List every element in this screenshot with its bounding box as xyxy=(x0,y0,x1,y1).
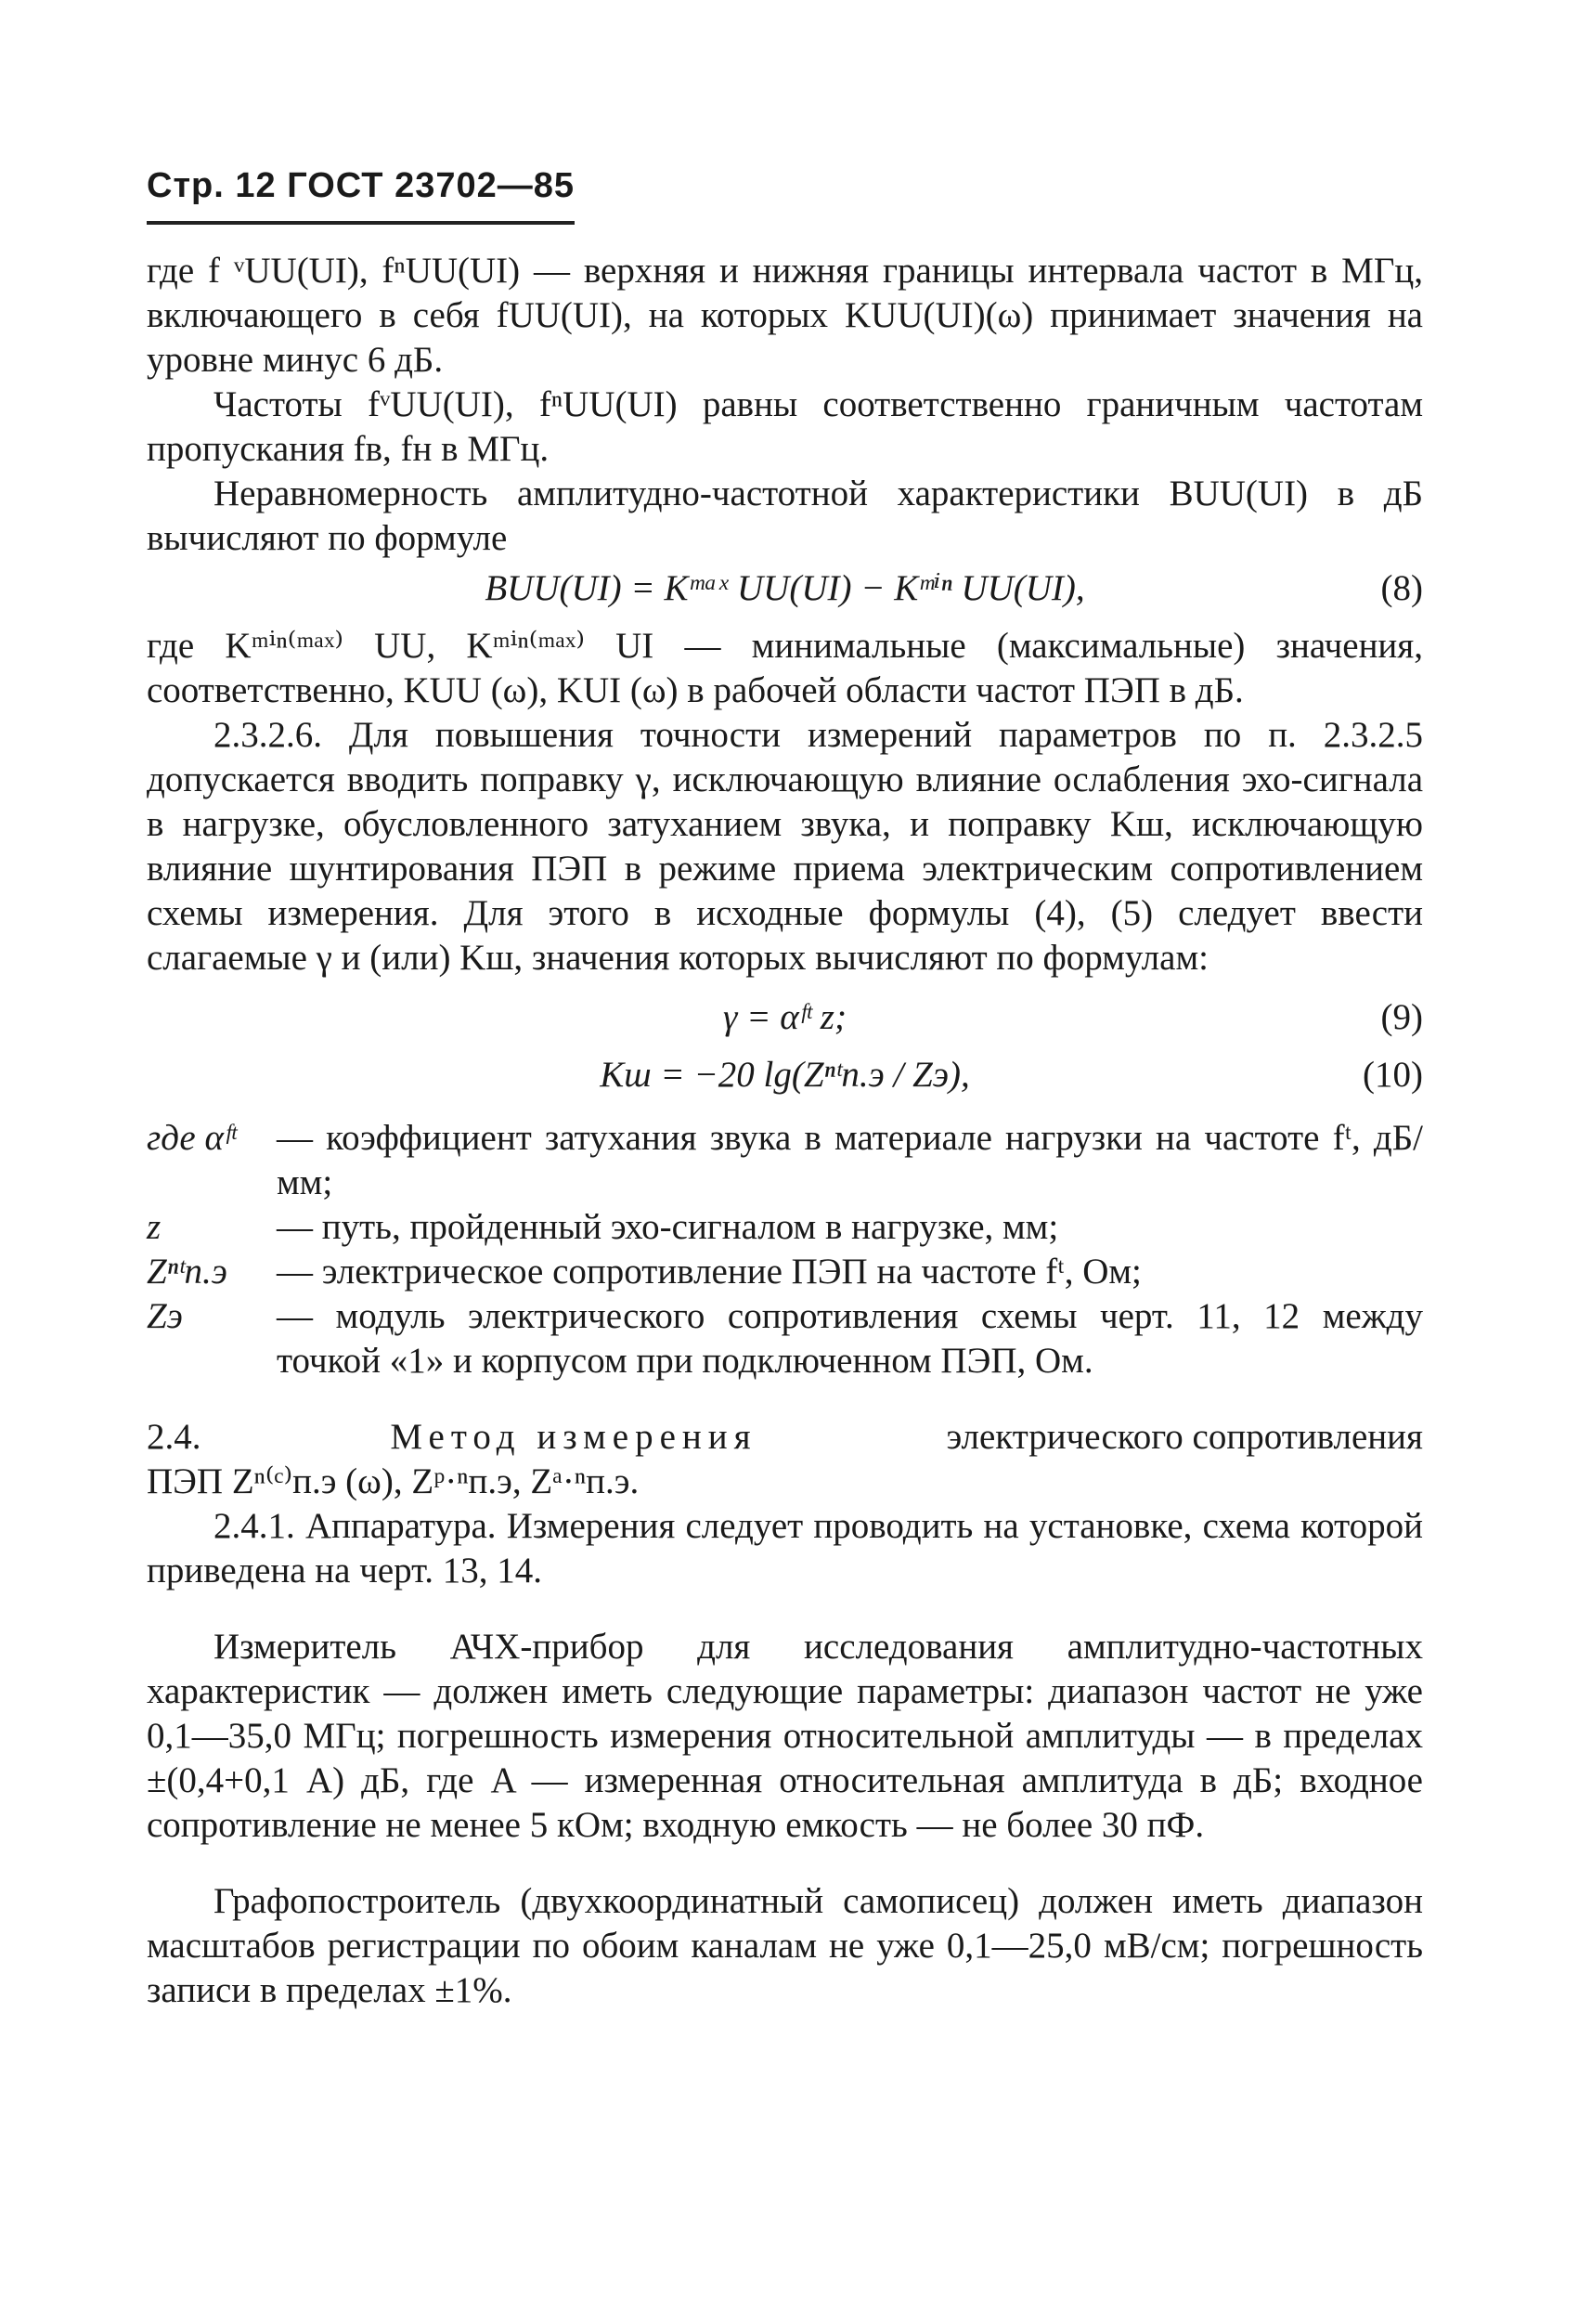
formula-8 xyxy=(147,566,1423,618)
legend-definition: — электрическое сопротивление ПЭП на частоте fᵗ, Ом; xyxy=(277,1252,1142,1292)
section-title-rest: электрического сопротивления xyxy=(946,1417,1423,1457)
paragraph-where-f: где f ᵛUU(UI), fⁿUU(UI) — верхняя и нижняя границы интервала частот в МГц, включающего в себя fUU(UI), на которых KUU(UI)(ω) принимает значения на уровне минус 6 дБ. xyxy=(147,251,1423,380)
legend-symbol: где αᶠᵗ xyxy=(147,1118,237,1158)
legend-definition: — коэффициент затухания звука в материале нагрузки на частоте fᵗ, дБ/мм; xyxy=(277,1118,1423,1202)
paragraph-2-3-2-6: 2.3.2.6. Для повышения точности измерений параметров по п. 2.3.2.5 допускается вводить поправку γ, исключающую влияние ослабления эхо-сигнала в нагрузке, обусловленного затуханием звука, и поправку Kш, исключающую влияние шунтирования ПЭП в режиме приема электрическим сопротивлением схемы измерения. Для этого в исходные формулы (4), (5) следует ввести слагаемые γ и (или) Kш, значения которых вычисляют по формулам: xyxy=(147,715,1423,978)
legend-symbol: Zэ xyxy=(147,1296,183,1336)
section-title-line2: ПЭП Zⁿ⁽ᶜ⁾п.э (ω), Zᵖ·ⁿп.э, Zᵃ·ⁿп.э. xyxy=(147,1461,640,1501)
paragraph-plotter: Графопостроитель (двухкоординатный самописец) должен иметь диапазон масштабов регистрации по обоим каналам не уже 0,1—25,0 мВ/см; погрешность записи в пределах ±1%. xyxy=(147,1881,1423,2010)
legend-definition: — модуль электрического сопротивления схемы черт. 11, 12 между точкой «1» и корпусом при подключенном ПЭП, Ом. xyxy=(277,1296,1423,1381)
legend-definition: — путь, пройденный эхо-сигналом в нагрузке, мм; xyxy=(277,1207,1059,1247)
intro-paragraph xyxy=(147,249,1423,383)
formula-9-expression: γ = αᶠᵗ z; xyxy=(723,997,847,1037)
formula-8-number: (8) xyxy=(1380,568,1423,608)
formula-10-number: (10) xyxy=(1363,1055,1423,1095)
paragraph-nonuniformity: Неравномерность амплитудно-частотной характеристики BUU(UI) в дБ вычисляют по формуле xyxy=(147,474,1423,558)
paragraph-2-4-1: 2.4.1. Аппаратура. Измерения следует проводить на установке, схема которой приведена на черт. 13, 14. xyxy=(147,1506,1423,1590)
legend-symbol: z xyxy=(147,1207,162,1247)
formula-9 xyxy=(147,995,1423,1047)
legend-symbol: Zⁿᵗп.э xyxy=(147,1252,227,1292)
paragraph-frequencies: Частоты fᵛUU(UI), fⁿUU(UI) равны соответственно граничным частотам пропускания fв, fн в МГц. xyxy=(147,384,1423,469)
legend-list xyxy=(147,1116,1423,1383)
paragraph-where-k: где Kᵐⁱⁿ⁽ᵐᵃˣ⁾ UU, Kᵐⁱⁿ⁽ᵐᵃˣ⁾ UI — минимальные (максимальные) значения, соответственно, KUU (ω), KUI (ω) в рабочей области частот ПЭП в дБ. xyxy=(147,626,1423,710)
section-title-line xyxy=(147,1415,1423,1460)
section-2-4-heading xyxy=(147,1415,1423,1504)
formula-8-expression: BUU(UI) = Kᵐᵃˣ UU(UI) − Kᵐⁱⁿ UU(UI), xyxy=(485,568,1085,608)
section-title-spaced: Метод измерения xyxy=(390,1417,757,1457)
paragraph-afc-meter: Измеритель АЧХ-прибор для исследования амплитудно-частотных характеристик — должен иметь следующие параметры: диапазон частот не уже 0,1—35,0 МГц; погрешность измерения относительной амплитуды — в пределах ±(0,4+0,1 A) дБ, где A — измеренная относительная амплитуда в дБ; входное сопротивление не менее 5 кОм; входную емкость — не более 30 пФ. xyxy=(147,1627,1423,1845)
formula-10 xyxy=(147,1053,1423,1105)
formula-9-number: (9) xyxy=(1380,997,1423,1037)
formula-10-expression: Kш = −20 lg(Zⁿᵗп.э / Zэ), xyxy=(600,1055,970,1095)
document-page xyxy=(147,163,1423,2013)
page-header: Стр. 12 ГОСТ 23702—85 xyxy=(147,163,575,225)
section-number: 2.4. xyxy=(147,1417,201,1457)
